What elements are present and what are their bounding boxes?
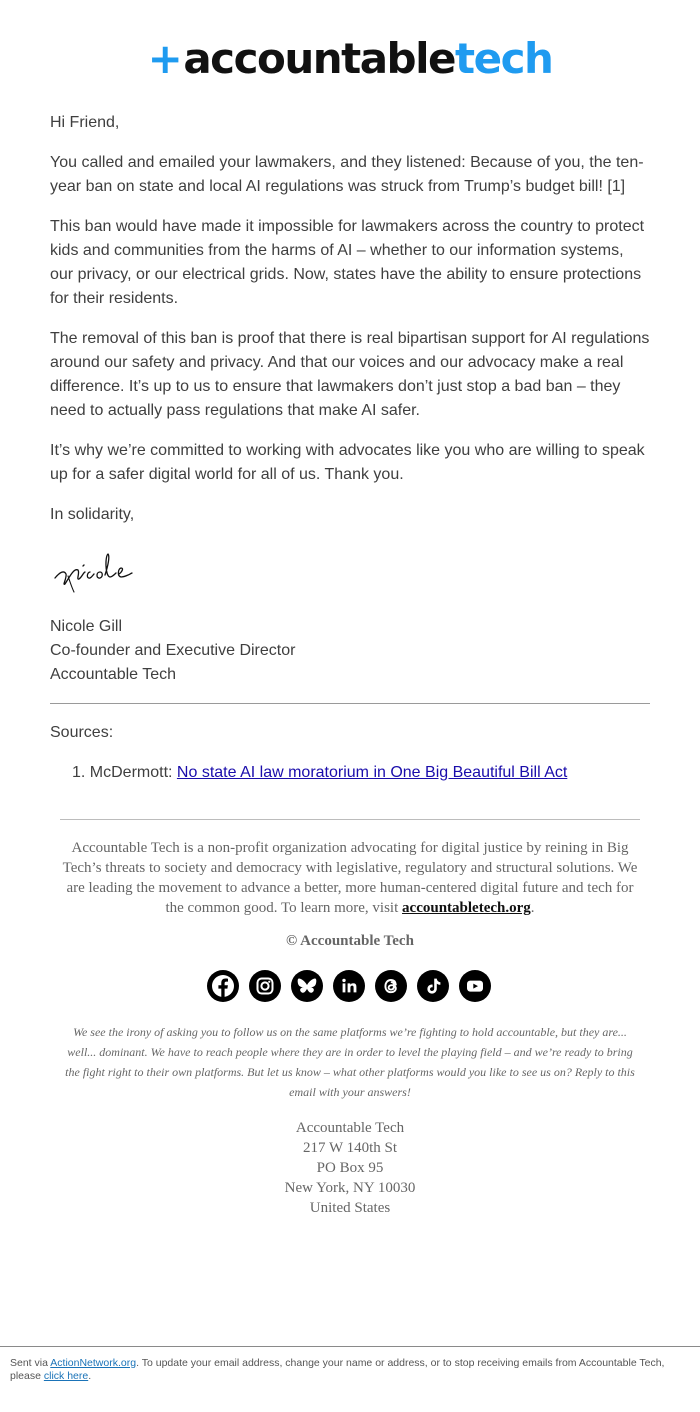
address-line-2: 217 W 140th St (302, 1140, 398, 1156)
facebook-icon[interactable] (207, 970, 239, 1002)
bluesky-icon[interactable] (291, 970, 323, 1002)
platforms-note: We see the irony of asking you to follow us on the same platforms we’re fighting to hold accountable, but they are... well... dominant. We have to reach people where they are in order to level the playing field – and we’re ready to bring the fight right to their own platforms. But let us know – what other platforms would you like to see us on? Reply to this email with your answers! (65, 1025, 635, 1099)
footer-about (60, 838, 640, 918)
source-prefix: McDermott: (89, 764, 177, 781)
sent-via-end: . (88, 1370, 92, 1382)
threads-icon[interactable] (375, 970, 407, 1002)
mailing-address (0, 1118, 700, 1218)
copyright: © Accountable Tech (286, 933, 414, 949)
signer-title: Co-founder and Executive Director (50, 642, 296, 659)
logo-tech: tech (455, 34, 553, 83)
divider-footer (60, 819, 640, 820)
address-line-5: United States (309, 1200, 391, 1216)
signature (52, 546, 152, 596)
sent-via-middle: . To update your email address, change your name or address, or to stop receiving emails from Accountable Tech, please (10, 1357, 665, 1382)
signer-org: Accountable Tech (50, 666, 177, 683)
sent-via-footer (0, 1346, 700, 1412)
signer-name: Nicole Gill (50, 618, 123, 635)
website-link[interactable]: accountabletech.org (402, 900, 531, 916)
paragraph-2: This ban would have made it impossible for lawmakers across the country to protect kids and communities from the harms of AI – whether to our information systems, our privacy, or our electrical grids. Now, states have the ability to ensure protections for their residents. (50, 218, 645, 307)
divider-top (50, 703, 650, 704)
signature-image (52, 546, 152, 596)
sources-heading: Sources: (50, 724, 114, 741)
address-line-1: Accountable Tech (295, 1120, 405, 1136)
unsubscribe-link[interactable]: click here (43, 1370, 89, 1382)
paragraph-3: The removal of this ban is proof that there is real bipartisan support for AI regulations around our safety and privacy. And that our voices and our advocacy make a real difference. It’s up to us to ensure that lawmakers don’t just stop a bad ban – they need to actually pass regulations that make AI safer. (50, 330, 650, 419)
greeting: Hi Friend, (50, 114, 120, 131)
accountable-tech-logo (0, 34, 700, 84)
source-link[interactable]: No state AI law moratorium in One Big Beautiful Bill Act (176, 764, 568, 781)
linkedin-icon[interactable] (333, 970, 365, 1002)
paragraph-1: You called and emailed your lawmakers, and they listened: Because of you, the ten-year ban on state and local AI regulations was struck from Trump’s budget bill! [1] (50, 154, 644, 195)
youtube-icon[interactable] (459, 970, 491, 1002)
instagram-icon[interactable] (249, 970, 281, 1002)
sent-via-prefix: Sent via (10, 1357, 51, 1369)
actionnetwork-link[interactable]: ActionNetwork.org (50, 1357, 137, 1369)
paragraph-4: It’s why we’re committed to working with advocates like you who are willing to speak up for a safer digital world for all of us. Thank you. (50, 442, 645, 483)
social-links (207, 970, 491, 1002)
logo-plus: + (147, 34, 182, 83)
address-line-3: PO Box 95 (316, 1160, 384, 1176)
closing: In solidarity, (50, 506, 135, 523)
tiktok-icon[interactable] (417, 970, 449, 1002)
address-line-4: New York, NY 10030 (284, 1180, 416, 1196)
footer-about-end: . (530, 900, 535, 916)
source-number: 1. (72, 764, 86, 781)
sources-list (72, 762, 567, 784)
footer-about-text: Accountable Tech is a non-profit organization advocating for digital justice by reining in Big Tech’s threats to society and democracy with legislative, regulatory and structural solutions. We are leading the movement to advance a better, more human-centered digital future and tech for the common good. To learn more, visit (62, 840, 638, 916)
logo-accountable: accountable (183, 34, 455, 83)
